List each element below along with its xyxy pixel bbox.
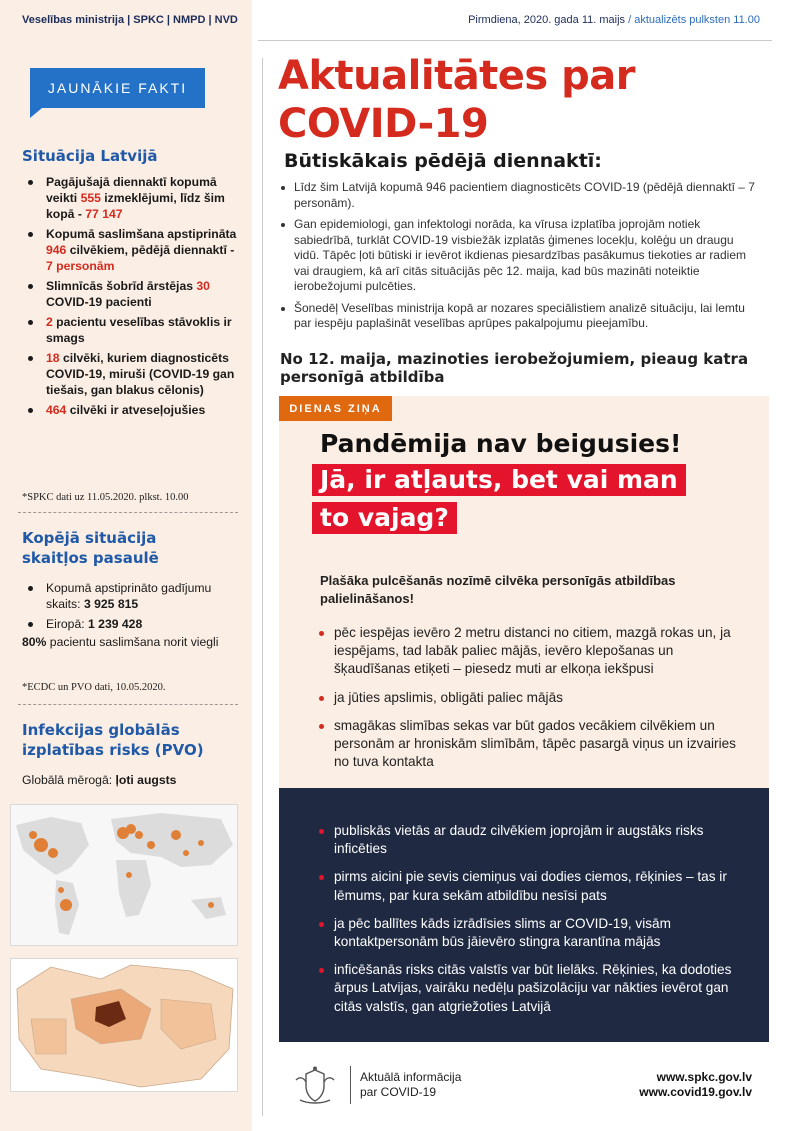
news-tag: DIENAS ZIŅA: [279, 396, 392, 421]
lead-text: Plašāka pulcēšanās nozīmē cilvēka personīgās atbildības palielināšanos!: [320, 573, 676, 606]
risk-section-title: Infekcijas globālās izplatības risks (PVO): [22, 721, 204, 759]
list-item: Pagājušajā diennaktī kopumā veikti 555 izmeklējumi, līdz šim kopā - 77 147: [26, 174, 244, 222]
list-item: Gan epidemiologi, gan infektologi norāda, ka vīrusa izplatība joprojām notiek sabiedrībā, turklāt COVID-19 visbiežāk izplatās ģimenes locekļu, kolēģu un draugu vidū. Tāpēc ļoti būtiski ir ievērot ikdienas piesardzības pasākumus tiekoties ar radiem vai draugiem, kā arī citās situācijās pēc 12. maija, kad būs mazināti noteiktie ierobežojumi pulcēties.: [280, 217, 760, 295]
list-item: smagākas slimības sekas var būt gados vecākiem cilvēkiem un personām ar hroniskām slimībām, tāpēc pasargā viņus un izvairies no tuva kontakta: [318, 717, 753, 772]
list-item: Kopumā apstiprināto gadījumu skaits: 3 925 815: [26, 580, 244, 612]
key-points-list: [280, 180, 760, 338]
header-date-text: Pirmdiena, 2020. gada 11. maijs: [468, 14, 626, 26]
list-item: pēc iespējas ievēro 2 metru distanci no citiem, mazgā rokas un, ja iespējams, tad labāk paliec mājās, ievēro klepošanas un šķaudīšanas etiķeti – piesedz muti ar elkoņa iekšpusi: [318, 624, 753, 679]
list-item: Kopumā saslimšana apstiprināta 946 cilvēkiem, pēdējā diennaktī - 7 personām: [26, 226, 244, 274]
facts-badge-tail: [30, 108, 42, 118]
advice-list: [318, 624, 753, 781]
spkc-link[interactable]: www.spkc.gov.lv: [656, 1070, 752, 1084]
list-item: 464 cilvēki ir atveseļojušies: [26, 402, 244, 418]
headline-main: Pandēmija nav beigusies!: [320, 429, 682, 458]
facts-badge: JAUNĀKIE FAKTI: [30, 68, 205, 108]
headline-highlight-2: to vajag?: [312, 502, 457, 534]
world-section-title: Kopējā situācija skaitļos pasaulē: [22, 529, 159, 567]
headline-highlight-1: Jā, ir atļauts, bet vai man: [312, 464, 686, 496]
latvia-map-image: [10, 958, 238, 1092]
header-orgs: Veselības ministrija | SPKC | NMPD | NVD: [22, 14, 238, 26]
list-item: pirms aicini pie sevis ciemiņus vai dodies ciemos, rēķinies – tas ir lēmums, par kura sekām atbildību nesīsi pats: [318, 868, 753, 904]
world-facts-list: [26, 580, 244, 636]
header-updated: / aktualizēts pulksten 11.00: [628, 14, 760, 26]
section-divider: [18, 704, 238, 705]
mild-cases-text: 80% pacientu saslimšana norit viegli: [22, 635, 219, 649]
latvia-section-title: Situācija Latvijā: [22, 147, 158, 165]
footer-links: [639, 1070, 752, 1100]
list-item: Slimnīcās šobrīd ārstējas 30 COVID-19 pacienti: [26, 278, 244, 310]
latvia-facts-list: [26, 174, 244, 422]
covid19-link[interactable]: www.covid19.gov.lv: [639, 1085, 752, 1099]
list-item: Šonedēļ Veselības ministrija kopā ar nozares speciālistiem analizē situāciju, lai lemtu par iespēju paplašināt veselības aprūpes pakalpojumu pieejamību.: [280, 301, 760, 332]
header-date: [468, 14, 760, 26]
list-item: 2 pacientu veselības stāvoklis ir smags: [26, 314, 244, 346]
page-title: Aktualitātes par COVID-19: [278, 53, 636, 147]
footer-info: Aktuālā informācija par COVID-19: [360, 1070, 462, 1099]
column-divider: [262, 58, 263, 1116]
list-item: publiskās vietās ar daudz cilvēkiem joprojām ir augstāks risks inficēties: [318, 822, 753, 858]
list-item: ja pēc ballītes kāds izrādīsies slims ar COVID-19, visām kontaktpersonām būs jāievēro stingra karantīna mājās: [318, 915, 753, 951]
coat-of-arms-icon: [292, 1066, 338, 1106]
risk-text: Globālā mērogā: ļoti augsts: [22, 773, 177, 787]
world-map-image: [10, 804, 238, 946]
header-divider: [258, 40, 772, 41]
list-item: Eiropā: 1 239 428: [26, 616, 244, 632]
latvia-source-note: *SPKC dati uz 11.05.2020. plkst. 10.00: [22, 492, 189, 503]
section-title: No 12. maija, mazinoties ierobežojumiem, pieaug katra personīgā atbildība: [280, 350, 749, 386]
list-item: Līdz šim Latvijā kopumā 946 pacientiem diagnosticēts COVID-19 (pēdējā diennaktī – 7 personām).: [280, 180, 760, 211]
list-item: inficēšanās risks citās valstīs var būt lielāks. Rēķinies, ka dodoties ārpus Latvijas, vairāku nedēļu pašizolāciju var nākties ievērot gan citās valstīs, gan atgriežoties Latvijā: [318, 961, 753, 1016]
footer-divider: [350, 1066, 351, 1104]
list-item: 18 cilvēki, kuriem diagnosticēts COVID-19, miruši (COVID-19 gan tiešais, gan blakus cēlonis): [26, 350, 244, 398]
list-item: ja jūties apslimis, obligāti paliec mājās: [318, 689, 753, 707]
world-source-note: *ECDC un PVO dati, 10.05.2020.: [22, 682, 166, 693]
subtitle: Būtiskākais pēdējā diennaktī:: [284, 150, 602, 172]
section-divider: [18, 512, 238, 513]
warning-list: [318, 822, 753, 1026]
